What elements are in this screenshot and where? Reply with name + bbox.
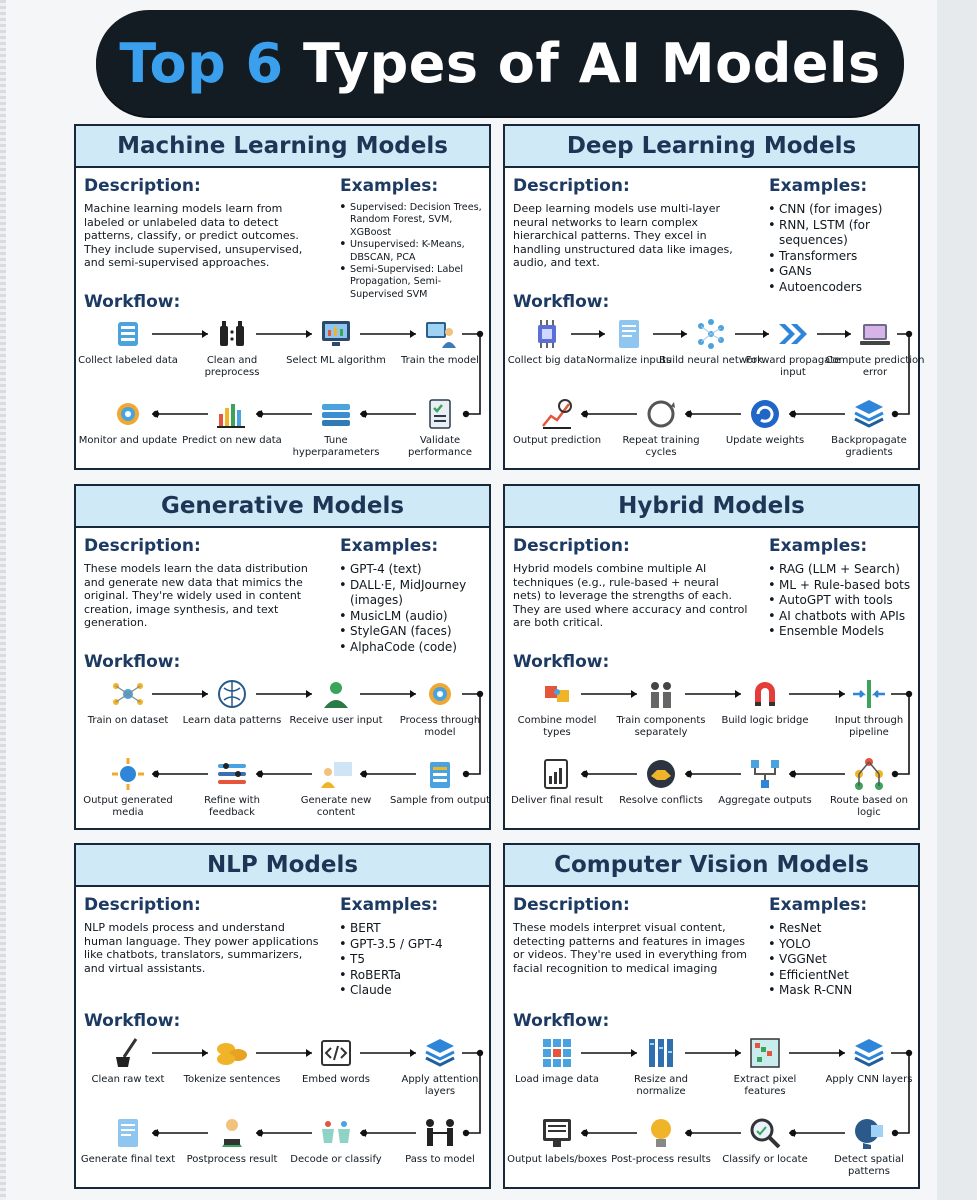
workflow-step xyxy=(284,316,388,367)
step-label: Clean raw text xyxy=(91,1074,165,1085)
bottles-icon xyxy=(214,316,250,352)
example-item: • Autoencoders xyxy=(767,280,919,296)
description-text: Machine learning models learn from labeled or unlabeled data to detect patterns, classify, or predict outcomes. They include supervised, unsupervised, and semi-supervised approaches. xyxy=(84,202,303,269)
example-item: • Ensemble Models xyxy=(767,624,919,640)
step-label: Embed words xyxy=(302,1074,370,1085)
step-label: Repeat training cycles xyxy=(622,435,700,458)
workflow-step xyxy=(180,1035,284,1086)
refresh-icon xyxy=(747,396,783,432)
step-label: Output prediction xyxy=(512,435,602,446)
bulb-icon xyxy=(643,1115,679,1151)
chip-icon xyxy=(529,316,565,352)
example-item: • CNN (for images) xyxy=(767,202,919,218)
doc-stack-icon xyxy=(422,756,458,792)
tree-icon xyxy=(851,756,887,792)
step-label: Build neural network xyxy=(659,355,763,366)
workflow-step xyxy=(817,756,921,819)
step-label: Apply CNN layers xyxy=(825,1074,913,1085)
description-text: NLP models process and understand human language. They power applications like chatbots, translators, summarizers, and virtual assistants. xyxy=(84,921,319,975)
description-text: Deep learning models use multi-layer neural networks to learn complex hierarchical patterns. They excel in handling unstructured data like images, audio, and text. xyxy=(513,202,733,269)
workflow-step xyxy=(609,676,713,739)
workflow-heading: Workflow: xyxy=(84,1011,181,1031)
workflow-step xyxy=(388,756,492,807)
cycle-icon xyxy=(643,396,679,432)
workflow-step xyxy=(388,316,492,367)
workflow-step xyxy=(505,1115,609,1166)
workflow-step xyxy=(284,756,388,819)
card-title: Hybrid Models xyxy=(618,493,805,519)
workflow-step xyxy=(609,1035,713,1098)
magnet-icon xyxy=(747,676,783,712)
model-card xyxy=(503,843,920,1189)
workflow-step xyxy=(388,396,492,459)
workflow-step xyxy=(609,1115,713,1166)
description-heading: Description: xyxy=(84,895,201,915)
server-icon xyxy=(643,1035,679,1071)
description-text: These models interpret visual content, detecting patterns and features in images or videos. They're used in everything from facial recognition to medical imaging xyxy=(513,921,747,975)
step-label: Output labels/boxes xyxy=(507,1154,607,1165)
step-label: Compute prediction error xyxy=(825,355,925,378)
example-item: • ML + Rule-based bots xyxy=(767,578,919,594)
bar-chart-icon xyxy=(214,396,250,432)
image-grid-icon xyxy=(539,1035,575,1071)
description-heading: Description: xyxy=(513,895,630,915)
example-item: • Mask R-CNN xyxy=(767,983,919,999)
gear-icon xyxy=(422,676,458,712)
step-label: Normalize inputs xyxy=(586,355,672,366)
example-item: • Unsupervised: K-Means, DBSCAN, PCA xyxy=(338,239,490,264)
workflow-step xyxy=(76,756,180,819)
nodes-icon xyxy=(110,676,146,712)
step-label: Collect big data xyxy=(507,355,587,366)
step-label: Receive user input xyxy=(289,715,383,726)
workflow-step xyxy=(388,1035,492,1098)
step-label: Generate new content xyxy=(300,795,372,818)
step-label: Forward propagate input xyxy=(745,355,841,378)
example-item: • MusicLM (audio) xyxy=(338,609,490,625)
handoff-icon xyxy=(422,1115,458,1151)
step-label: Collect labeled data xyxy=(78,355,178,366)
workflow-step xyxy=(284,676,388,727)
example-item: • GPT-3.5 / GPT-4 xyxy=(338,937,490,953)
example-item: • AI chatbots with APIs xyxy=(767,609,919,625)
head-icon xyxy=(851,1115,887,1151)
person-laptop-icon xyxy=(214,1115,250,1151)
document-icon xyxy=(110,1115,146,1151)
example-item: • RNN, LSTM (for sequences) xyxy=(767,218,919,249)
workflow-step xyxy=(76,396,180,447)
workflow-step xyxy=(609,396,713,459)
example-item: • EfficientNet xyxy=(767,968,919,984)
pixel-icon xyxy=(747,1035,783,1071)
magnifier-icon xyxy=(747,1115,783,1151)
examples-heading: Examples: xyxy=(769,895,868,915)
step-label: Decode or classify xyxy=(290,1154,382,1165)
step-label: Generate final text xyxy=(80,1154,176,1165)
workflow-step xyxy=(505,1035,609,1086)
step-label: Resolve conflicts xyxy=(619,795,703,806)
examples-heading: Examples: xyxy=(340,895,439,915)
step-label: Backpropagate gradients xyxy=(831,435,907,458)
examples-list xyxy=(767,562,919,640)
line-chart-icon xyxy=(539,396,575,432)
step-label: Aggregate outputs xyxy=(718,795,812,806)
card-title: Computer Vision Models xyxy=(554,852,869,878)
card-header xyxy=(505,845,918,887)
arrows-in-icon xyxy=(851,676,887,712)
workflow-step xyxy=(817,1035,921,1086)
example-item: • BERT xyxy=(338,921,490,937)
chevrons-icon xyxy=(775,316,811,352)
examples-list xyxy=(767,921,919,999)
workflow-step xyxy=(180,756,284,819)
workflow-heading: Workflow: xyxy=(84,652,181,672)
step-label: Classify or locate xyxy=(722,1154,808,1165)
description-heading: Description: xyxy=(513,536,630,556)
step-label: Select ML algorithm xyxy=(286,355,386,366)
example-item: • StyleGAN (faces) xyxy=(338,624,490,640)
mop-icon xyxy=(110,1035,146,1071)
examples-list xyxy=(338,202,490,301)
model-card xyxy=(74,843,491,1189)
description-heading: Description: xyxy=(84,176,201,196)
card-header xyxy=(76,126,489,168)
description-text: Hybrid models combine multiple AI techniques (e.g., rule-based + neural nets) to leverage the strengths of each. They are used where accuracy and control are both critical. xyxy=(513,562,748,629)
step-label: Tokenize sentences xyxy=(183,1074,281,1085)
merge-icon xyxy=(747,756,783,792)
examples-heading: Examples: xyxy=(340,536,439,556)
workflow-step xyxy=(388,676,492,739)
workflow-step xyxy=(505,756,609,807)
title-main: Types of AI Models xyxy=(302,31,881,95)
step-label: Input through pipeline xyxy=(834,715,904,738)
workflow-heading: Workflow: xyxy=(513,292,610,312)
workflow-step xyxy=(817,676,921,739)
person-computer-icon xyxy=(422,316,458,352)
code-icon xyxy=(318,1035,354,1071)
puzzle-icon xyxy=(539,676,575,712)
step-label: Load image data xyxy=(514,1074,600,1085)
card-header xyxy=(505,126,918,168)
workflow-step xyxy=(388,1115,492,1166)
workflow-step xyxy=(180,396,284,447)
example-item: • RAG (LLM + Search) xyxy=(767,562,919,578)
monitor-icon xyxy=(539,1115,575,1151)
title-banner xyxy=(96,10,904,116)
workflow-step xyxy=(817,396,921,459)
example-item: • AlphaCode (code) xyxy=(338,640,490,656)
card-title: Deep Learning Models xyxy=(566,133,857,159)
page-title xyxy=(119,32,880,95)
step-label: Train components separately xyxy=(616,715,706,738)
database-icon xyxy=(110,316,146,352)
workflow-step xyxy=(505,396,609,447)
layers-icon xyxy=(422,1035,458,1071)
card-title: NLP Models xyxy=(206,852,359,878)
workflow-heading: Workflow: xyxy=(513,652,610,672)
step-label: Apply attention layers xyxy=(401,1074,479,1097)
step-label: Output generated media xyxy=(83,795,173,818)
step-label: Detect spatial patterns xyxy=(834,1154,904,1177)
workflow-step xyxy=(817,1115,921,1178)
workflow-step xyxy=(76,1115,180,1166)
coins-icon xyxy=(214,1035,250,1071)
workflow-step xyxy=(505,676,609,739)
page-edge xyxy=(0,0,6,1200)
workflow-step xyxy=(609,756,713,807)
page-margin xyxy=(937,0,977,1200)
example-item: • Semi-Supervised: Label Propagation, Semi-Supervised SVM xyxy=(338,264,490,301)
example-item: • VGGNet xyxy=(767,952,919,968)
brain-icon xyxy=(214,676,250,712)
step-label: Process through model xyxy=(399,715,481,738)
card-header xyxy=(76,486,489,528)
step-label: Sample from output xyxy=(389,795,491,806)
step-label: Monitor and update xyxy=(78,435,178,446)
workflow-step xyxy=(180,676,284,727)
card-header xyxy=(505,486,918,528)
step-label: Post-process results xyxy=(611,1154,711,1165)
example-item: • T5 xyxy=(338,952,490,968)
step-label: Validate performance xyxy=(407,435,473,458)
card-title: Machine Learning Models xyxy=(117,133,448,159)
person-screen-icon xyxy=(318,756,354,792)
description-heading: Description: xyxy=(84,536,201,556)
step-label: Deliver final result xyxy=(511,795,603,806)
checklist-icon xyxy=(422,396,458,432)
workflow-step xyxy=(713,1115,817,1166)
example-item: • GANs xyxy=(767,264,919,280)
workflow-step xyxy=(76,676,180,727)
step-label: Refine with feedback xyxy=(204,795,260,818)
network-icon xyxy=(693,316,729,352)
workflow-step xyxy=(180,1115,284,1166)
title-accent: Top 6 xyxy=(119,31,284,95)
workflow-step xyxy=(713,676,817,727)
step-label: Predict on new data xyxy=(182,435,282,446)
examples-list xyxy=(767,202,919,295)
example-item: • Claude xyxy=(338,983,490,999)
workflow-step xyxy=(713,396,817,447)
workflow-heading: Workflow: xyxy=(513,1011,610,1031)
card-header xyxy=(76,845,489,887)
workflow-step xyxy=(284,1035,388,1086)
monitor-chart-icon xyxy=(318,316,354,352)
card-title: Generative Models xyxy=(160,493,405,519)
handshake-icon xyxy=(643,756,679,792)
workflow-step xyxy=(713,756,817,807)
description-text: These models learn the data distribution and generate new data that mimics the original. They're widely used in content creation, image synthesis, and text generation. xyxy=(84,562,308,629)
examples-heading: Examples: xyxy=(340,176,439,196)
layers-icon xyxy=(851,396,887,432)
step-label: Train the model xyxy=(401,355,479,366)
example-item: • Transformers xyxy=(767,249,919,265)
step-label: Update weights xyxy=(725,435,805,446)
step-label: Postprocess result xyxy=(186,1154,278,1165)
example-item: • Supervised: Decision Trees, Random Forest, SVM, XGBoost xyxy=(338,202,490,239)
step-label: Route based on logic xyxy=(829,795,909,818)
examples-heading: Examples: xyxy=(769,176,868,196)
example-item: • GPT-4 (text) xyxy=(338,562,490,578)
baskets-icon xyxy=(318,1115,354,1151)
laptop-icon xyxy=(857,316,893,352)
examples-list xyxy=(338,921,490,999)
gear-icon xyxy=(110,396,146,432)
example-item: • DALL·E, MidJourney (images) xyxy=(338,578,490,609)
step-label: Learn data patterns xyxy=(182,715,282,726)
report-icon xyxy=(539,756,575,792)
workflow-heading: Workflow: xyxy=(84,292,181,312)
document-icon xyxy=(611,316,647,352)
workflow-step xyxy=(180,316,284,379)
examples-list xyxy=(338,562,490,655)
step-label: Extract pixel features xyxy=(733,1074,797,1097)
example-item: • ResNet xyxy=(767,921,919,937)
example-item: • YOLO xyxy=(767,937,919,953)
examples-heading: Examples: xyxy=(769,536,868,556)
step-label: Train on dataset xyxy=(87,715,169,726)
layers-icon xyxy=(851,1035,887,1071)
step-label: Combine model types xyxy=(517,715,597,738)
step-label: Build logic bridge xyxy=(721,715,809,726)
model-card xyxy=(503,124,925,470)
model-card xyxy=(503,484,920,830)
model-card xyxy=(74,124,491,470)
description-heading: Description: xyxy=(513,176,630,196)
step-label: Resize and normalize xyxy=(633,1074,689,1097)
step-label: Pass to model xyxy=(405,1154,475,1165)
workflow-step xyxy=(284,1115,388,1166)
workflow-step xyxy=(823,316,927,379)
workflow-step xyxy=(76,1035,180,1086)
example-item: • RoBERTa xyxy=(338,968,490,984)
step-label: Tune hyperparameters xyxy=(292,435,380,458)
workflow-step xyxy=(76,316,180,367)
workflow-step xyxy=(284,396,388,459)
people-icon xyxy=(643,676,679,712)
stack-icon xyxy=(318,396,354,432)
workflow-step xyxy=(713,1035,817,1098)
step-label: Clean and preprocess xyxy=(204,355,260,378)
model-card xyxy=(74,484,491,830)
example-item: • AutoGPT with tools xyxy=(767,593,919,609)
sliders-icon xyxy=(214,756,250,792)
sun-icon xyxy=(110,756,146,792)
user-icon xyxy=(318,676,354,712)
